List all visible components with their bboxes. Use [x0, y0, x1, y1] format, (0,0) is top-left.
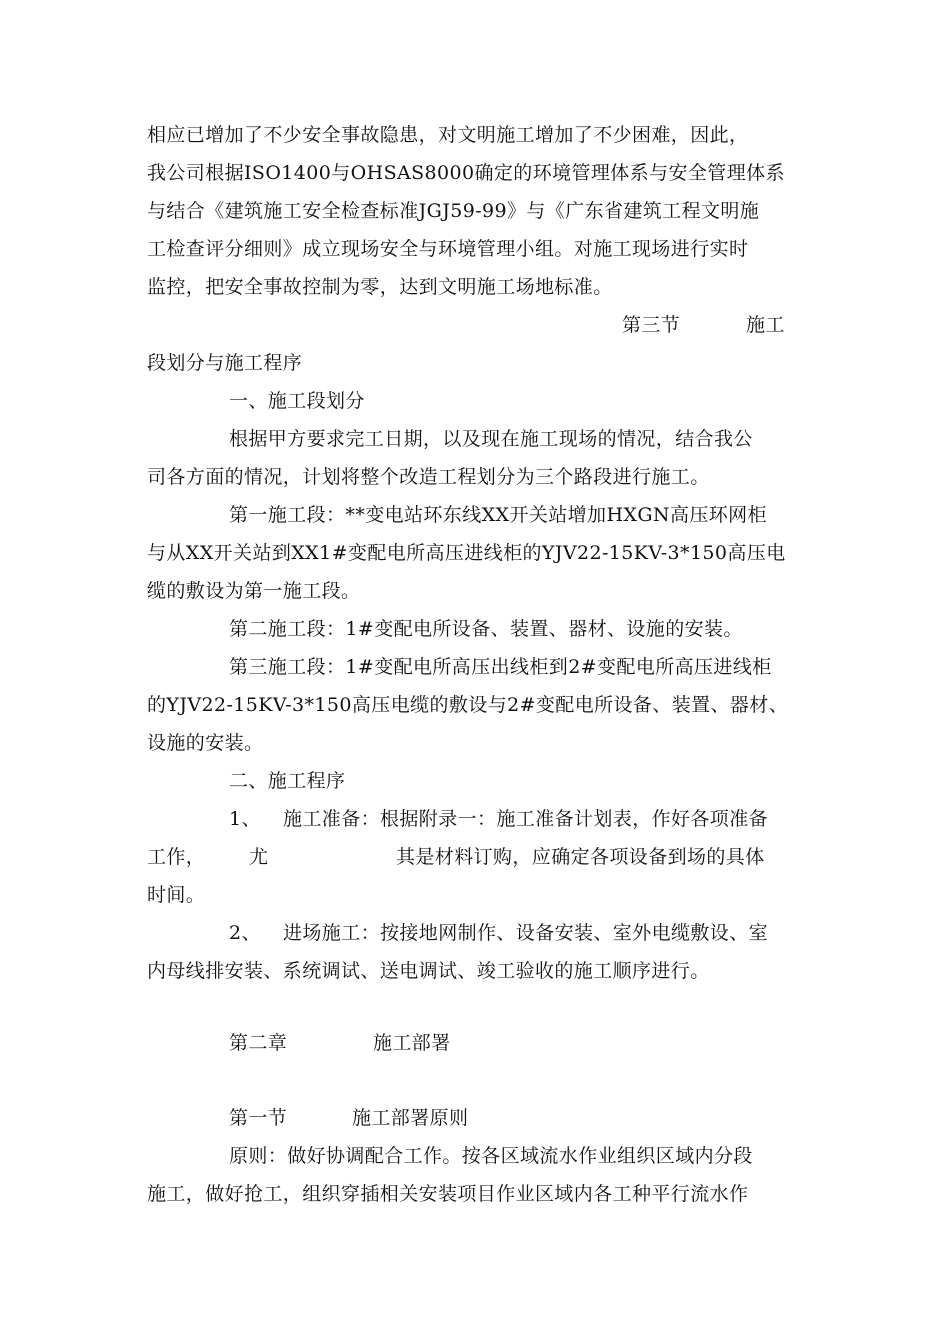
stage3-line-1: 第三施工段：1#变配电所高压出线柜到2#变配电所高压进线柜: [229, 656, 772, 678]
procedure1-line-3: 时间。: [147, 884, 206, 906]
section3-heading-part3: 段划分与施工程序: [147, 352, 303, 374]
intro-line-1: 相应已增加了不少安全事故隐患，对文明施工增加了不少困难，因此，: [147, 124, 749, 146]
intro-line-5: 监控，把安全事故控制为零，达到文明施工场地标准。: [147, 276, 613, 298]
chapter2-label: 第二章: [229, 1032, 288, 1054]
principle-line-1: 原则：做好协调配合工作。按各区域流水作业组织区域内分段: [229, 1145, 753, 1167]
section3-heading-part2: 施工: [746, 314, 785, 336]
stage1-line-2: 与从XX开关站到XX1#变配电所高压进线柜的YJV22-15KV-3*150高压电: [147, 542, 786, 564]
stage1-line-1: 第一施工段：**变电站环东线XX开关站增加HXGN高压环网柜: [229, 504, 767, 526]
principle-line-2: 施工，做好抢工，组织穿插相关安装项目作业区域内各工种平行流水作: [147, 1183, 749, 1205]
intro-line-4: 工检查评分细则》成立现场安全与环境管理小组。对施工现场进行实时: [147, 238, 749, 260]
stage3-line-3: 设施的安装。: [147, 732, 264, 754]
stage3-line-2: 的YJV22-15KV-3*150高压电缆的敷设与2#变配电所设备、装置、器材、: [147, 694, 789, 716]
section1-title: 施工部署原则: [352, 1107, 469, 1129]
section1-label: 第一节: [229, 1107, 288, 1129]
procedure1-line-2a: 工作，: [147, 846, 206, 868]
chapter2-title: 施工部署: [373, 1032, 451, 1054]
procedure2-number: 2、: [229, 922, 261, 944]
procedure1-line-2b: 尤: [249, 846, 269, 868]
intro-line-2: 我公司根据ISO1400与OHSAS8000确定的环境管理体系与安全管理体系: [147, 162, 785, 184]
stage2-line: 第二施工段：1#变配电所设备、装置、器材、设施的安装。: [229, 618, 743, 640]
intro-line-3: 与结合《建筑施工安全检查标准JGJ59-99》与《广东省建筑工程文明施: [147, 200, 760, 222]
procedure1-line-1: 施工准备：根据附录一：施工准备计划表，作好各项准备: [283, 808, 769, 830]
stage1-line-3: 缆的敷设为第一施工段。: [147, 580, 361, 602]
division-line-1: 根据甲方要求完工日期，以及现在施工现场的情况，结合我公: [229, 428, 753, 450]
section3-heading-part1: 第三节: [622, 314, 681, 336]
procedure1-line-2c: 其是材料订购，应确定各项设备到场的具体: [396, 846, 765, 868]
subheading-procedure: 二、施工程序: [229, 770, 346, 792]
procedure2-line-1: 进场施工：按接地网制作、设备安装、室外电缆敷设、室: [283, 922, 769, 944]
subheading-division: 一、施工段划分: [229, 390, 365, 412]
procedure1-number: 1、: [229, 808, 261, 830]
procedure2-line-2: 内母线排安装、系统调试、送电调试、竣工验收的施工顺序进行。: [147, 960, 710, 982]
division-line-2: 司各方面的情况，计划将整个改造工程划分为三个路段进行施工。: [147, 466, 710, 488]
